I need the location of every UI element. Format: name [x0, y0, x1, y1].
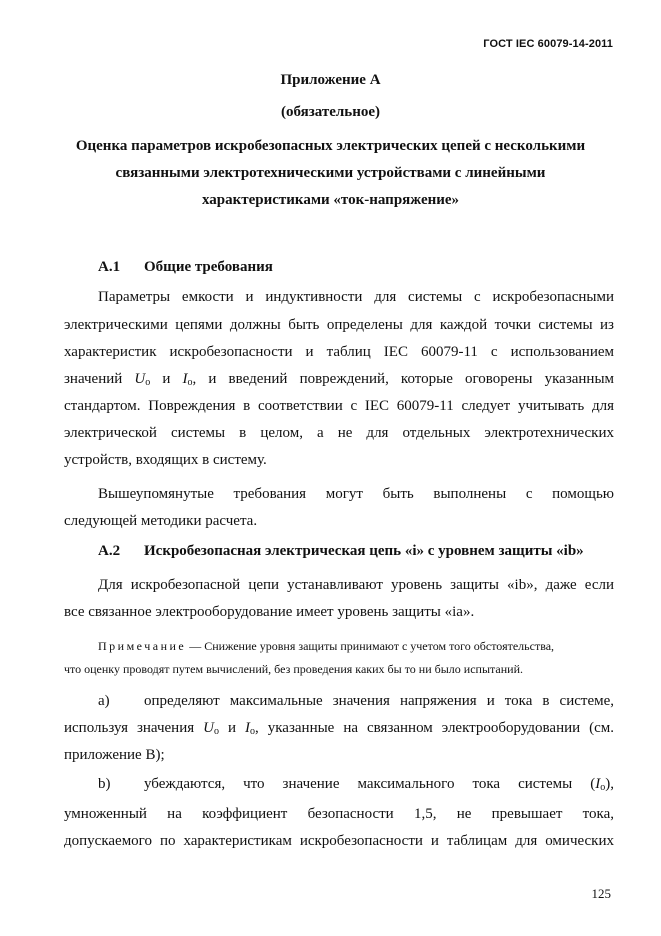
paragraph-line: Вышеупомянутые требования могут быть выполнены с помощью [98, 486, 614, 502]
paragraph-line: Параметры емкости и индуктивности для системы с искробезопасными [98, 289, 614, 305]
annex-heading-line-2: связанными электротехническими устройствами с линейными [115, 165, 546, 181]
paragraph-line: Для искробезопасной цепи устанавливают уровень защиты «ib», даже если [98, 577, 614, 593]
paragraph-line: умноженный на коэффициент безопасности 1,5, не превышает тока, [64, 806, 614, 822]
paragraph-line: электрической системы в целом, а не для отдельных электротехнических [64, 425, 614, 441]
paragraph-line: значений $U_o$ и $I_o$, и введений повреждений, которые оговорены указанным [64, 371, 615, 388]
section-title: Общие требования [144, 259, 273, 275]
paragraph-line: приложение В); [64, 747, 165, 763]
standard-header: ГОСТ IEC 60079-14-2011 [483, 38, 613, 50]
paragraph-line: стандартом. Повреждения в соответствии с IEC 60079-11 следует учитывать для [64, 398, 614, 414]
page-number: 125 [591, 886, 611, 901]
note-line: что оценку проводят путем вычислений, без проведения каких бы то ни было испытаний. [64, 662, 523, 676]
note-label: Примечание [98, 639, 187, 653]
document-page: ГОСТ IEC 60079-14-2011 Приложение А (обязательное) Оценка параметров искробезопасных электрических цепей с несколькими связанными электротехническими устройствами с линейными характеристиками «ток-напряжение» А.1 Общие требования Параметры емкости и индуктивности для системы с искробезопасными электрическими цепями должны быть определены для каждой точки системы из характеристик искробезопасности и таблиц IEC 60079-11 с использованием значений $U_o$ и $I_o$, и введений повреждений, которые оговорены указанным стандартом. Повреждения в соответствии с IEC 60079-11 следует учитывать для электрической системы в целом, а не для отдельных электротехнических устройств, входящих в систему. Вышеупомянутые требования могут быть выполнены с помощью следующей методики расчета. А.2 Искробезопасная электрическая цепь «i» с уровнем защиты «ib» Для искробезопасной цепи устанавливают уровень защиты «ib», даже если все связанное электрооборудование имеет уровень защиты «ia». Примечание — Снижение уровня защиты принимают с учетом того обстоятельства, что оценку проводят путем вычислений, без проведения каких бы то ни было испытаний. а) определяют максимальные значения напряжения и тока в системе, используя значения $U_o$ и $I_o$, указанные на связанном электрооборудовании (см. приложение В); b) убеждаются, что значение максимального тока системы $(I_o)$, умноженный на коэффициент безопасности 1,5, не превышает тока, допускаемого по характеристикам искробезопасности и таблицам для омических 125 [0, 0, 661, 936]
paragraph-line: используя значения $U_o$ и $I_o$, указанные на связанном электрооборудовании (см. [64, 720, 615, 737]
annex-title: Приложение А [280, 72, 381, 88]
section-title: Искробезопасная электрическая цепь «i» с уровнем защиты «ib» [144, 543, 584, 559]
annex-heading-line-1: Оценка параметров искробезопасных электрических цепей с несколькими [75, 138, 586, 154]
paragraph-line: устройств, входящих в систему. [64, 452, 267, 468]
annex-status: (обязательное) [280, 104, 381, 120]
note-line: Примечание — Снижение уровня защиты принимают с учетом того обстоятельства, [98, 639, 555, 653]
section-number: А.1 [98, 259, 121, 275]
paragraph-line: характеристик искробезопасности и таблиц IEC 60079-11 с использованием [64, 344, 614, 360]
paragraph-line: электрическими цепями должны быть определены для каждой точки системы из [64, 317, 614, 333]
paragraph-line: допускаемого по характеристикам искробезопасности и таблицам для омических [64, 833, 614, 849]
paragraph-line: следующей методики расчета. [64, 513, 258, 529]
list-marker: а) [98, 693, 110, 709]
annex-heading-line-3: характеристиками «ток-напряжение» [201, 192, 460, 208]
paragraph-line: все связанное электрооборудование имеет уровень защиты «ia». [64, 604, 475, 620]
section-number: А.2 [98, 543, 121, 559]
list-marker: b) [98, 776, 111, 792]
